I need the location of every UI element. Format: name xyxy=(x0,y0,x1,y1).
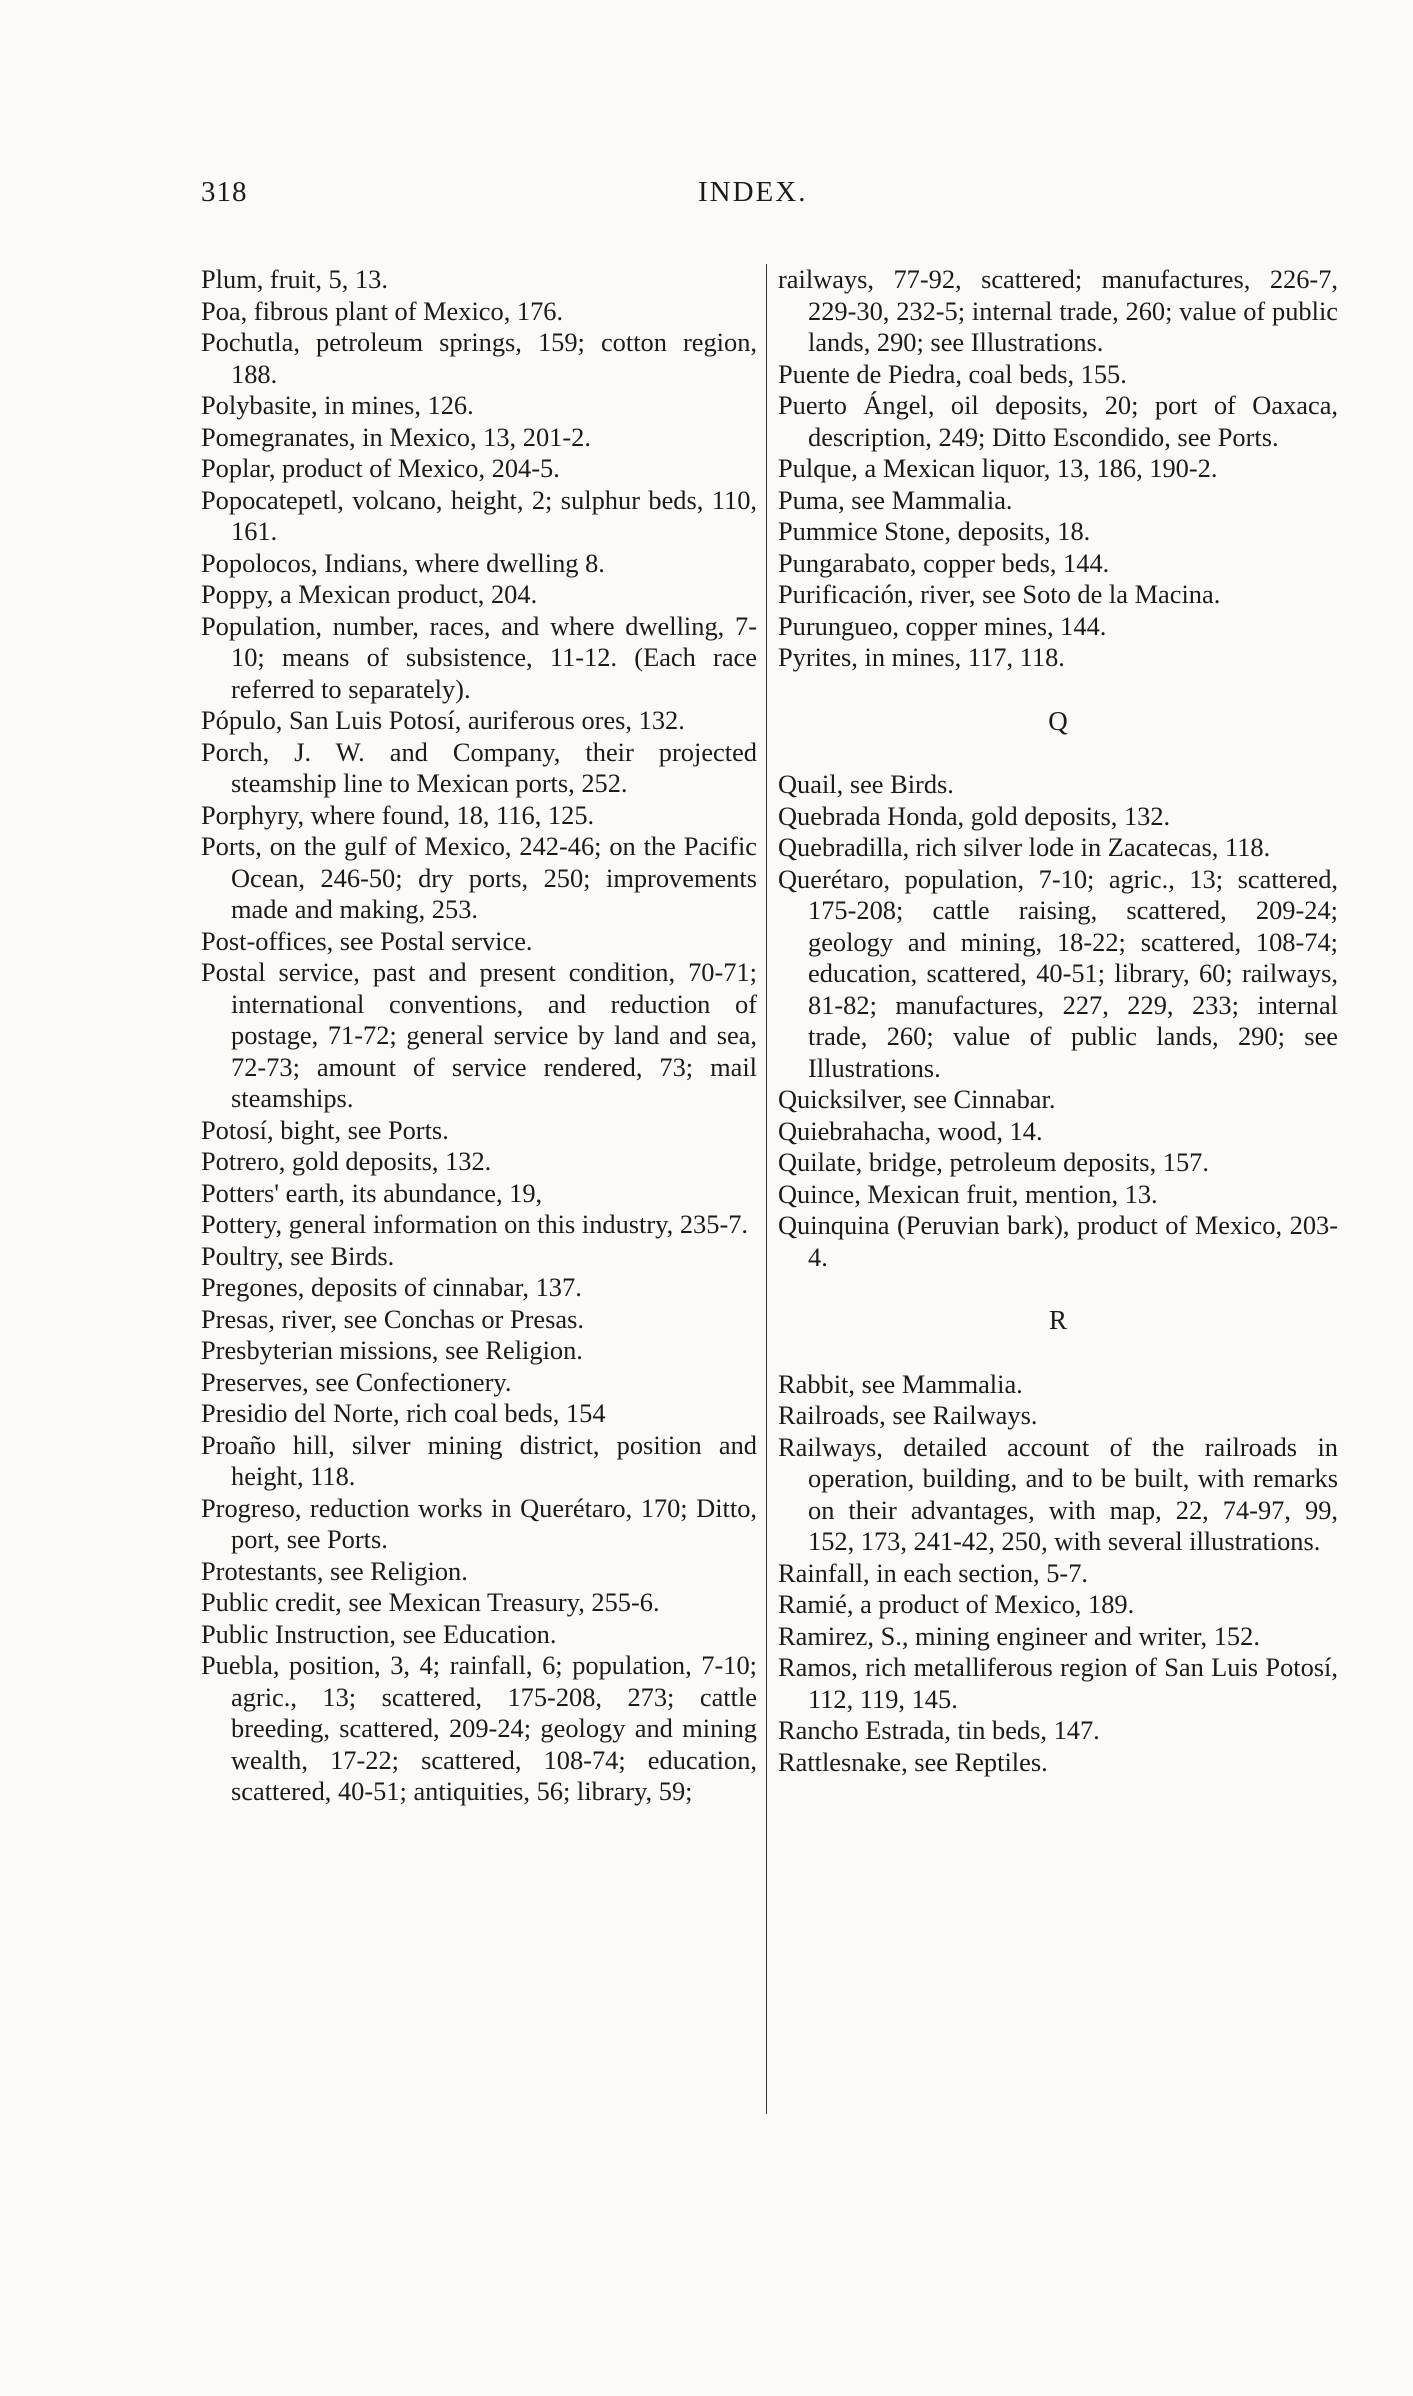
index-entry: Potosí, bight, see Ports. xyxy=(201,1114,449,1145)
index-entry: Poa, fibrous plant of Mexico, 176. xyxy=(201,295,564,326)
index-entry: Quilate, bridge, petroleum deposits, 157. xyxy=(778,1147,1209,1177)
index-entry: Querétaro, population, 7-10; agric., 13; scattered, 175-208; cattle raising, scattered, 209-24; geology and mining, 18-22; scattered, 108-74; education, scattered, 40-51; library, 60; railways, 81-82; manufactures, 227, 229, 233; internal trade, 260; value of public lands, 290; see Illustrations. xyxy=(778,863,1338,1083)
index-entry: Railroads, see Railways. xyxy=(778,1400,1038,1430)
index-entry: Ramos, rich metalliferous region of San Luis Potosí, 112, 119, 145. xyxy=(778,1652,1338,1714)
index-entry: Purungueo, copper mines, 144. xyxy=(778,610,1107,641)
index-entry: Railways, detailed account of the railroads in operation, building, and to be built, with remarks on their advantages, with map, 22, 74-97, 99, 152, 173, 241-42, 250, with several illustrations. xyxy=(778,1431,1338,1556)
index-entry: Puerto Ángel, oil deposits, 20; port of Oaxaca, description, 249; Ditto Escondido, see Ports. xyxy=(778,390,1338,452)
index-entry: Population, number, races, and where dwelling, 7-10; means of subsistence, 11-12. (Each race referred to separately). xyxy=(201,610,757,704)
index-entry: Pregones, deposits of cinnabar, 137. xyxy=(201,1272,582,1302)
index-entry: Preserves, see Confectionery. xyxy=(201,1366,512,1397)
index-entry: Potters' earth, its abundance, 19, xyxy=(201,1177,543,1208)
index-entry: Ramirez, S., mining engineer and writer, 152. xyxy=(778,1620,1260,1651)
index-entry: Quebradilla, rich silver lode in Zacatecas, 118. xyxy=(778,832,1271,862)
index-entry: Porch, J. W. and Company, their projected steamship line to Mexican ports, 252. xyxy=(201,736,757,798)
index-entry: Puebla, position, 3, 4; rainfall, 6; population, 7-10; agric., 13; scattered, 175-208, 273; cattle breeding, scattered, 209-24; geology and mining wealth, 17-22; scattered, 108-74; education, scattered, 40-51; antiquities, 56; library, 59; xyxy=(201,1650,757,1806)
index-entry: Presas, river, see Conchas or Presas. xyxy=(201,1303,584,1334)
index-entry: Proaño hill, silver mining district, position and height, 118. xyxy=(201,1429,757,1491)
index-entry: Rabbit, see Mammalia. xyxy=(778,1368,1023,1399)
index-entry: Rancho Estrada, tin beds, 147. xyxy=(778,1715,1100,1745)
index-entry: Poplar, product of Mexico, 204-5. xyxy=(201,453,560,483)
index-entry: Presidio del Norte, rich coal beds, 154 xyxy=(201,1398,606,1428)
right-column xyxy=(778,264,1338,1778)
index-entry: Presbyterian missions, see Religion. xyxy=(201,1335,583,1365)
section-letter-q: Q xyxy=(1048,705,1068,736)
column-divider xyxy=(766,264,767,2114)
index-entry: Ports, on the gulf of Mexico, 242-46; on the Pacific Ocean, 246-50; dry ports, 250; improvements made and making, 253. xyxy=(201,831,757,924)
index-entry: Pungarabato, copper beds, 144. xyxy=(778,547,1110,578)
index-entry: Quebrada Honda, gold deposits, 132. xyxy=(778,800,1171,831)
index-entry: Pyrites, in mines, 117, 118. xyxy=(778,642,1065,672)
index-entry: railways, 77-92, scattered; manufactures, 226-7, 229-30, 232-5; internal trade, 260; value of public lands, 290; see Illustrations. xyxy=(778,264,1338,357)
index-entry: Pomegranates, in Mexico, 13, 201-2. xyxy=(201,421,591,452)
index-entry: Post-offices, see Postal service. xyxy=(201,925,533,956)
index-entry: Pottery, general information on this industry, 235-7. xyxy=(201,1209,749,1239)
index-entry: Rattlesnake, see Reptiles. xyxy=(778,1746,1048,1777)
index-entry: Polybasite, in mines, 126. xyxy=(201,390,474,420)
index-entry: Protestants, see Religion. xyxy=(201,1555,468,1586)
index-entry: Quail, see Birds. xyxy=(778,769,954,799)
index-entry: Potrero, gold deposits, 132. xyxy=(201,1146,492,1176)
index-entry: Porphyry, where found, 18, 116, 125. xyxy=(201,799,595,830)
index-entry: Quince, Mexican fruit, mention, 13. xyxy=(778,1178,1158,1209)
index-entry: Pulque, a Mexican liquor, 13, 186, 190-2. xyxy=(778,453,1218,483)
index-entry: Public Instruction, see Education. xyxy=(201,1618,557,1649)
index-entry: Purificación, river, see Soto de la Macina. xyxy=(778,579,1221,609)
index-entry: Pochutla, petroleum springs, 159; cotton region, 188. xyxy=(201,327,757,389)
index-entry: Quicksilver, see Cinnabar. xyxy=(778,1084,1056,1114)
page-number: 318 xyxy=(201,176,248,208)
index-entry: Quiebrahacha, wood, 14. xyxy=(778,1115,1043,1146)
index-entry: Quinquina (Peruvian bark), product of Mexico, 203-4. xyxy=(778,1210,1338,1272)
index-entry: Poultry, see Birds. xyxy=(201,1240,395,1271)
page-title: INDEX. xyxy=(698,176,808,208)
left-column xyxy=(201,264,757,1808)
index-entry: Popolocos, Indians, where dwelling 8. xyxy=(201,547,605,578)
index-entry: Popocatepetl, volcano, height, 2; sulphur beds, 110, 161. xyxy=(201,484,757,546)
section-letter-r: R xyxy=(1048,1305,1067,1335)
index-entry: Public credit, see Mexican Treasury, 255-6. xyxy=(201,1587,660,1617)
index-entry: Postal service, past and present condition, 70-71; international conventions, and reduction of postage, 71-72; general service by land and sea, 72-73; amount of service rendered, 73; mail steamships. xyxy=(201,957,757,1113)
index-entry: Puente de Piedra, coal beds, 155. xyxy=(778,358,1127,389)
index-entry: Progreso, reduction works in Querétaro, 170; Ditto, port, see Ports. xyxy=(201,1492,757,1554)
index-entry: Pummice Stone, deposits, 18. xyxy=(778,516,1091,546)
index-entry: Pópulo, San Luis Potosí, auriferous ores, 132. xyxy=(201,705,685,735)
index-entry: Puma, see Mammalia. xyxy=(778,484,1013,515)
index-entry: Ramié, a product of Mexico, 189. xyxy=(778,1589,1135,1619)
index-entry: Poppy, a Mexican product, 204. xyxy=(201,579,538,609)
index-entry: Plum, fruit, 5, 13. xyxy=(201,264,388,294)
index-entry: Rainfall, in each section, 5-7. xyxy=(778,1557,1088,1588)
